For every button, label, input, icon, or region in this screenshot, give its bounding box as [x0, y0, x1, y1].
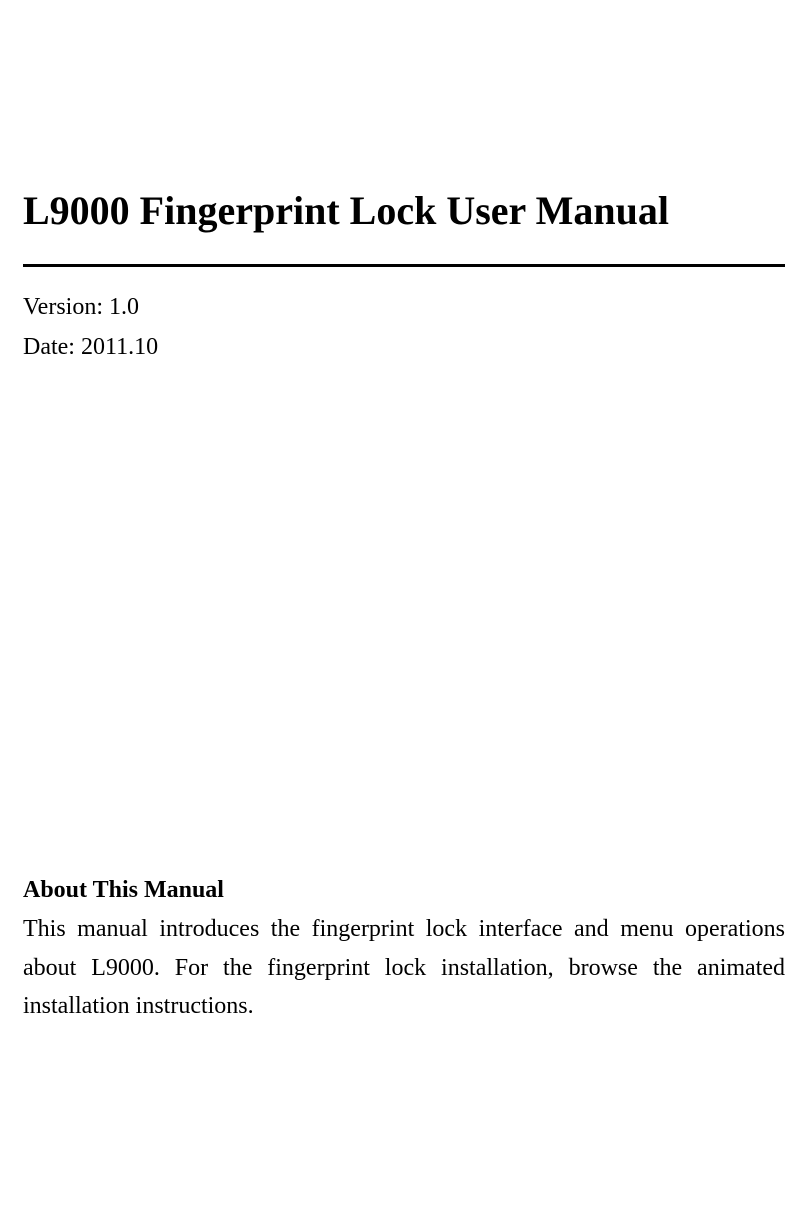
about-heading: About This Manual [23, 877, 224, 903]
document-title: L9000 Fingerprint Lock User Manual [23, 188, 669, 233]
title-divider [23, 264, 785, 267]
date-line: Date: 2011.10 [23, 334, 159, 360]
about-body: This manual introduces the fingerprint lock interface and menu operations about L9000. For the fingerprint lock installation, browse the animated installation instructions. [23, 916, 785, 1019]
version-line: Version: 1.0 [23, 294, 139, 320]
